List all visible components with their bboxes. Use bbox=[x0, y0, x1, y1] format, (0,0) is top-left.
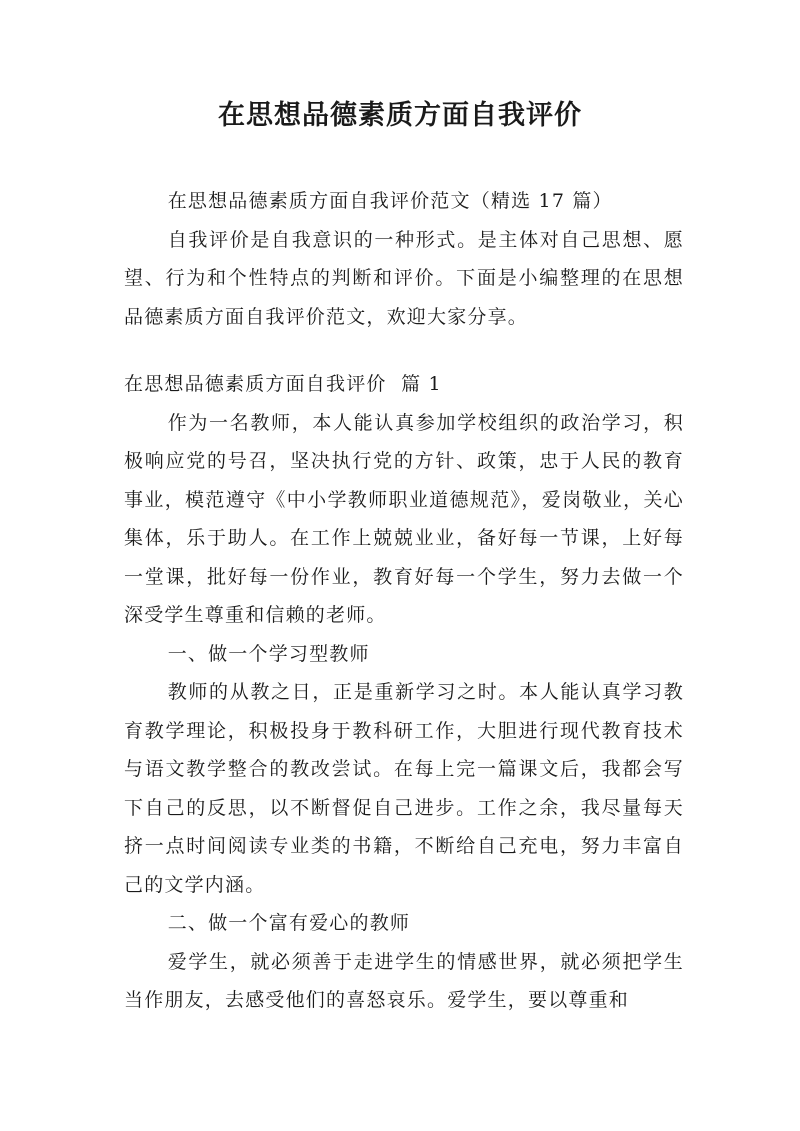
paragraph-2: 教师的从教之日，正是重新学习之时。本人能认真学习教育教学理论，积极投身于教科研工作，大胆进行现代教育技术与语文教学整合的教改尝试。在每上完一篇课文后，我都会写下自己的反思，以不断督促自己进步。工作之余，我尽量每天挤一点时间阅读专业类的书籍，不断给自己充电，努力丰富自己的文学内涵。 bbox=[124, 681, 684, 896]
subheading-2: 二、做一个富有爱心的教师 bbox=[167, 912, 411, 934]
document-body bbox=[124, 182, 684, 1020]
intro-heading: 在思想品德素质方面自我评价范文（精选 17 篇） bbox=[167, 190, 613, 212]
section-heading: 在思想品德素质方面自我评价 篇 1 bbox=[124, 373, 442, 395]
document-title: 在思想品德素质方面自我评价 bbox=[218, 100, 582, 131]
paragraph-1: 作为一名教师，本人能认真参加学校组织的政治学习，积极响应党的号召，坚决执行党的方针、政策，忠于人民的教育事业，模范遵守《中小学教师职业道德规范》，爱岗敬业，关心集体，乐于助人。在工作上兢兢业业，备好每一节课，上好每一堂课，批好每一份作业，教育好每一个学生，努力去做一个深受学生尊重和信赖的老师。 bbox=[124, 411, 684, 626]
intro-paragraph: 自我评价是自我意识的一种形式。是主体对自己思想、愿望、行为和个性特点的判断和评价。下面是小编整理的在思想品德素质方面自我评价范文，欢迎大家分享。 bbox=[124, 228, 684, 328]
subheading-1: 一、做一个学习型教师 bbox=[167, 642, 370, 665]
paragraph-3: 爱学生，就必须善于走进学生的情感世界，就必须把学生当作朋友，去感受他们的喜怒哀乐。爱学生，要以尊重和 bbox=[124, 950, 684, 1011]
section-gap bbox=[124, 336, 684, 365]
